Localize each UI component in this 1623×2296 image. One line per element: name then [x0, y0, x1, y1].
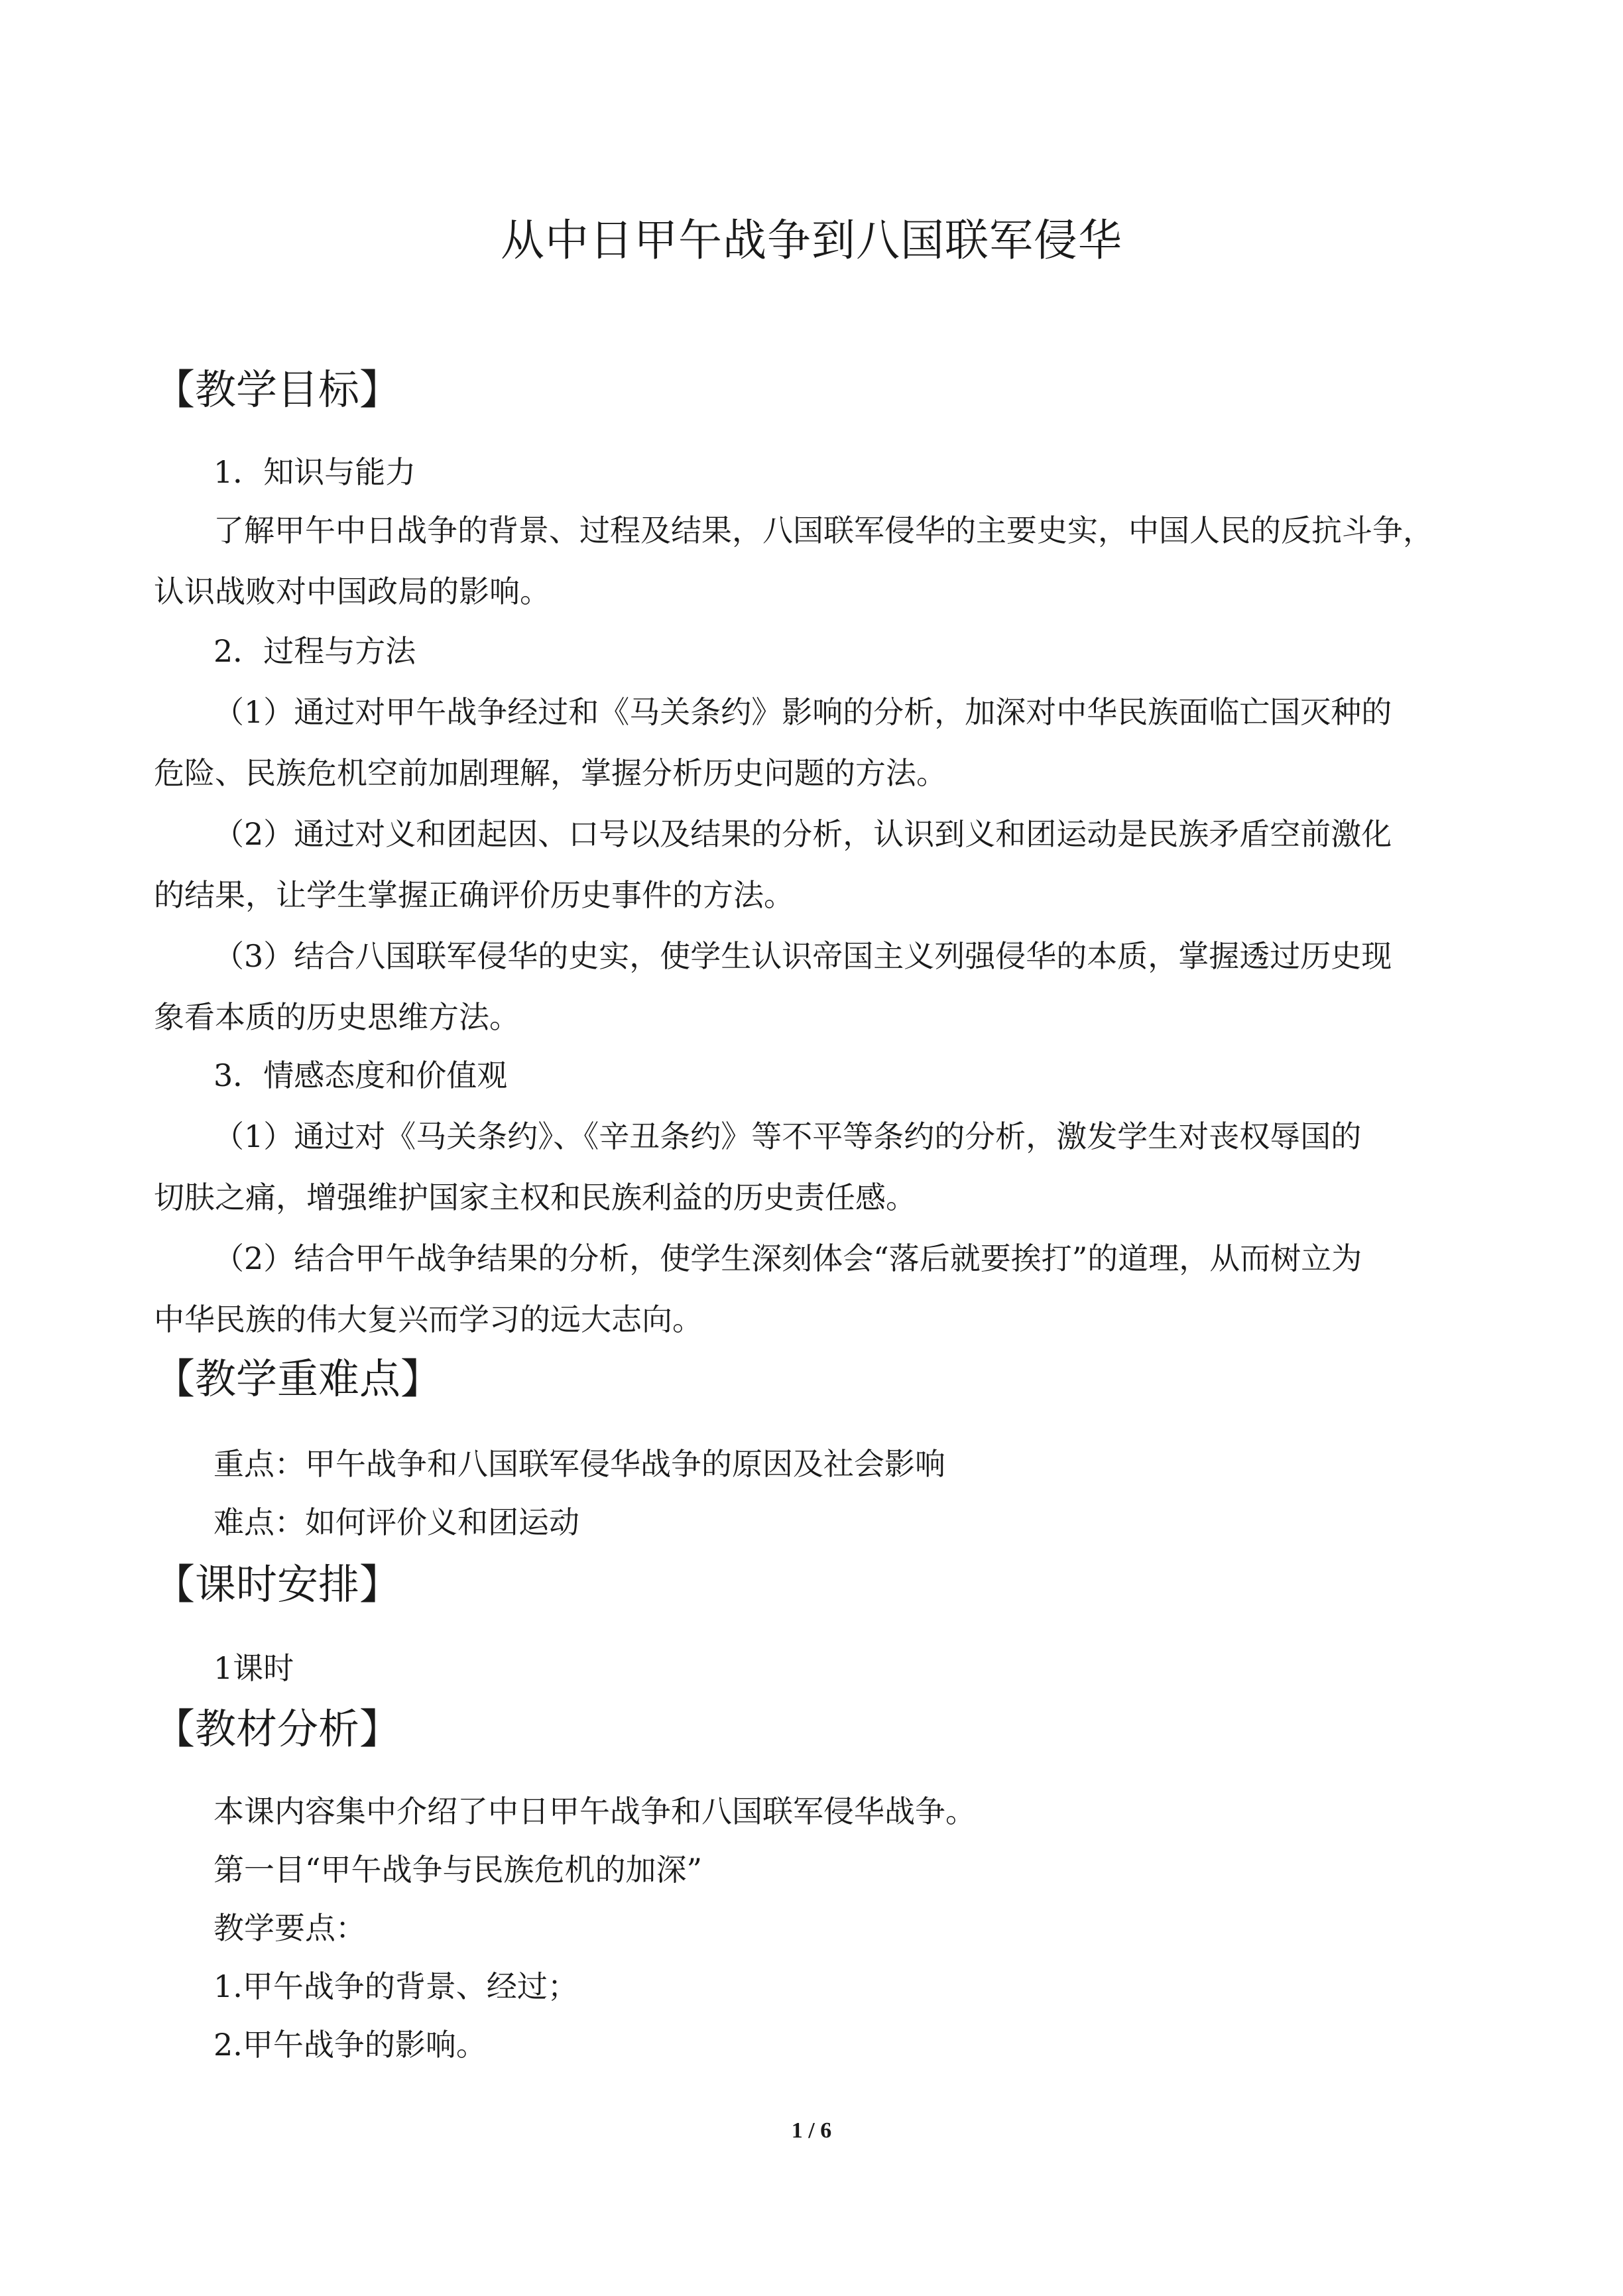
goals-subheading-knowledge: 1．知识与能力 [213, 454, 416, 490]
analysis-line: 2.甲午战争的影响。 [213, 2027, 487, 2063]
analysis-line: 本课内容集中介绍了中日甲午战争和八国联军侵华战争。 [213, 1793, 976, 1829]
goals-paragraph-line: 认识战败对中国政局的影响。 [154, 574, 550, 609]
goals-subheading-values: 3．情感态度和价值观 [213, 1057, 508, 1093]
goals-subheading-process: 2．过程与方法 [213, 633, 416, 669]
heading-material-analysis: 【教材分析】 [154, 1705, 401, 1753]
goals-paragraph-line: 象看本质的历史思维方法。 [154, 999, 520, 1035]
goals-paragraph-line: 的结果，让学生掌握正确评价历史事件的方法。 [154, 877, 794, 913]
heading-teaching-goals: 【教学目标】 [154, 365, 401, 414]
goals-paragraph-line: （2）结合甲午战争结果的分析，使学生深刻体会“落后就要挨打”的道理，从而树立为 [213, 1240, 1362, 1276]
goals-paragraph-line: （1）通过对甲午战争经过和《马关条约》影响的分析，加深对中华民族面临亡国灭种的 [213, 694, 1392, 730]
goals-paragraph-line: （2）通过对义和团起因、口号以及结果的分析，认识到义和团运动是民族矛盾空前激化 [213, 816, 1392, 852]
heading-key-points: 【教学重难点】 [154, 1355, 442, 1403]
schedule-line: 1课时 [213, 1650, 294, 1686]
goals-paragraph-line: （3）结合八国联军侵华的史实，使学生认识帝国主义列强侵华的本质，掌握透过历史现 [213, 938, 1392, 974]
goals-paragraph-line: 切肤之痛，增强维护国家主权和民族利益的历史责任感。 [154, 1179, 916, 1215]
analysis-line: 1.甲午战争的背景、经过； [213, 1968, 578, 2004]
analysis-line: 教学要点： [213, 1910, 366, 1946]
key-point-line: 重点：甲午战争和八国联军侵华战争的原因及社会影响 [213, 1446, 945, 1482]
goals-paragraph-line: （1）通过对《马关条约》、《辛丑条约》等不平等条约的分析，激发学生对丧权辱国的 [213, 1118, 1362, 1154]
goals-paragraph-line: 中华民族的伟大复兴而学习的远大志向。 [154, 1301, 703, 1337]
goals-paragraph-line: 危险、民族危机空前加剧理解，掌握分析历史问题的方法。 [154, 755, 947, 791]
heading-schedule: 【课时安排】 [154, 1560, 401, 1608]
analysis-line: 第一目“甲午战争与民族危机的加深” [213, 1852, 703, 1888]
difficult-point-line: 难点：如何评价义和团运动 [213, 1504, 579, 1540]
document-title: 从中日甲午战争到八国联军侵华 [501, 215, 1122, 266]
page-number: 1 / 6 [791, 2118, 832, 2143]
goals-paragraph-line: 了解甲午中日战争的背景、过程及结果，八国联军侵华的主要史实，中国人民的反抗斗争， [213, 513, 1433, 548]
